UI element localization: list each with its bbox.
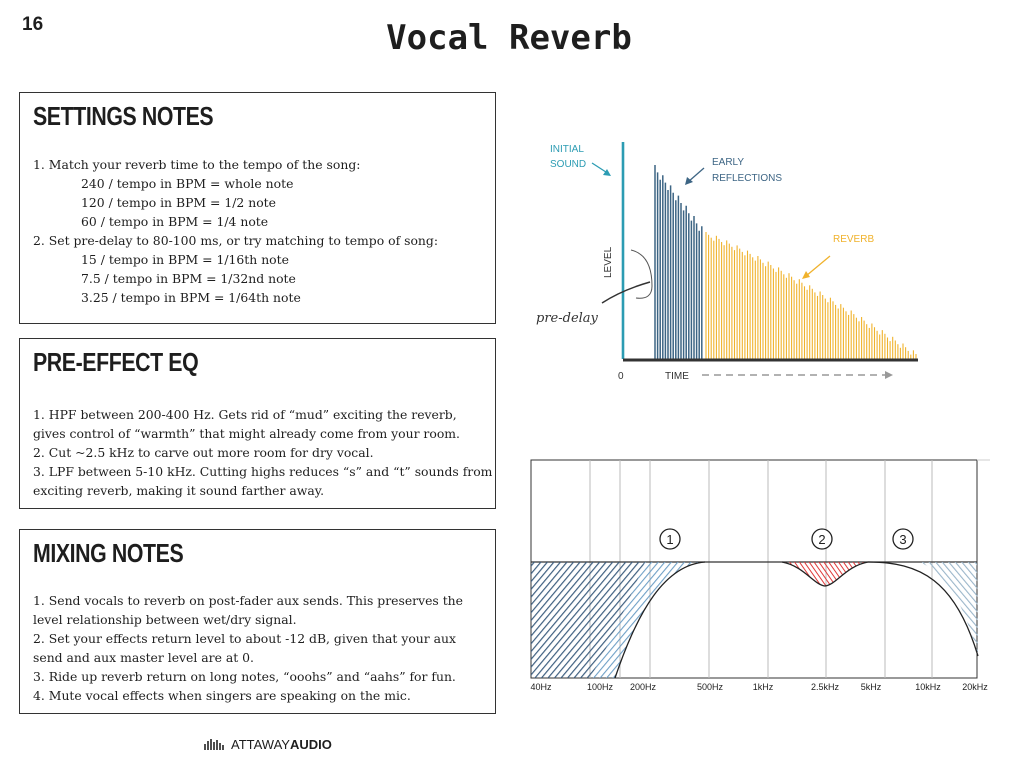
page-number: 16 xyxy=(22,14,44,35)
freq-label: 40Hz xyxy=(530,682,552,692)
logo-word-audio: AUDIO xyxy=(289,737,332,752)
pre-effect-eq-list xyxy=(33,405,493,500)
time-arrow-head xyxy=(885,371,893,379)
mixing-notes-heading: MIXING NOTES xyxy=(33,538,184,568)
eq-marker-2 xyxy=(812,529,832,549)
freq-label: 1kHz xyxy=(752,682,774,692)
eq-frequency-labels xyxy=(530,682,988,692)
pre-effect-eq-box xyxy=(19,338,496,509)
eq-line: gives control of “warmth” that might already come from your room. xyxy=(33,426,460,441)
reverb-diagram xyxy=(530,130,930,390)
logo-word-attaway: ATTAWAY xyxy=(231,737,290,752)
pre-delay-bracket xyxy=(631,250,652,298)
mixing-line: 1. Send vocals to reverb on post-fader aux sends. This preserves the xyxy=(33,593,463,608)
initial-sound-label-1: INITIAL xyxy=(550,144,584,155)
initial-sound-arrow-head xyxy=(603,169,611,176)
pre-effect-eq-heading: PRE-EFFECT EQ xyxy=(33,347,199,377)
settings-line: 7.5 / tempo in BPM = 1/32nd note xyxy=(81,271,296,286)
mixing-line: 4. Mute vocal effects when singers are speaking on the mic. xyxy=(33,688,411,703)
freq-label: 2.5kHz xyxy=(810,682,840,692)
reverb-arrow-head xyxy=(802,271,810,279)
initial-sound-label-2: SOUND xyxy=(550,159,587,170)
time-label: TIME xyxy=(665,371,689,382)
eq-line: 1. HPF between 200-400 Hz. Gets rid of “mud” exciting the reverb, xyxy=(33,407,457,422)
freq-label: 200Hz xyxy=(629,682,657,692)
page-title: Vocal Reverb xyxy=(386,18,632,58)
freq-label: 10kHz xyxy=(915,682,941,692)
mixing-line: send and aux master level are at 0. xyxy=(33,650,254,665)
mixing-line: 2. Set your effects return level to about -12 dB, given that your aux xyxy=(33,631,456,646)
eq-marker-3-label: 3 xyxy=(899,532,907,547)
settings-line: 2. Set pre-delay to 80-100 ms, or try matching to tempo of song: xyxy=(33,233,439,248)
level-label: LEVEL xyxy=(603,246,614,278)
settings-line: 15 / tempo in BPM = 1/16th note xyxy=(81,252,289,267)
early-reflections-label-2: REFLECTIONS xyxy=(712,173,783,184)
freq-label: 100Hz xyxy=(586,682,614,692)
settings-line: 60 / tempo in BPM = 1/4 note xyxy=(81,214,269,229)
settings-line: 240 / tempo in BPM = whole note xyxy=(81,176,294,191)
freq-label: 20kHz xyxy=(962,682,988,692)
settings-notes-list xyxy=(33,155,489,307)
mixing-notes-box xyxy=(19,529,496,714)
time-zero-label: 0 xyxy=(618,371,624,382)
early-reflections-label-1: EARLY xyxy=(712,157,745,168)
eq-marker-1-label: 1 xyxy=(666,532,674,547)
pre-delay-arrow xyxy=(602,282,650,303)
eq-marker-3 xyxy=(893,529,913,549)
attaway-audio-logo xyxy=(203,737,332,752)
eq-diagram xyxy=(528,455,998,697)
logo-mark-icon xyxy=(203,738,227,751)
eq-line: exciting reverb, making it sound farther away. xyxy=(33,483,325,498)
pre-delay-label: pre-delay xyxy=(536,311,598,326)
freq-label: 500Hz xyxy=(696,682,724,692)
eq-marker-2-label: 2 xyxy=(818,532,826,547)
eq-line: 3. LPF between 5-10 kHz. Cutting highs reduces “s” and “t” sounds from xyxy=(33,464,493,479)
settings-line: 3.25 / tempo in BPM = 1/64th note xyxy=(81,290,301,305)
mixing-line: 3. Ride up reverb return on long notes, “ooohs” and “aahs” for fun. xyxy=(33,669,456,684)
settings-notes-box xyxy=(19,92,496,324)
freq-label: 5kHz xyxy=(860,682,882,692)
eq-line: 2. Cut ~2.5 kHz to carve out more room for dry vocal. xyxy=(33,445,374,460)
settings-line: 1. Match your reverb time to the tempo of the song: xyxy=(33,157,361,172)
reverb-label: REVERB xyxy=(833,234,875,245)
mixing-line: level relationship between wet/dry signal. xyxy=(33,612,297,627)
reverb-arrow xyxy=(806,256,830,276)
mixing-notes-list xyxy=(33,591,489,705)
settings-line: 120 / tempo in BPM = 1/2 note xyxy=(81,195,276,210)
settings-notes-heading: SETTINGS NOTES xyxy=(33,101,214,131)
eq-marker-1 xyxy=(660,529,680,549)
